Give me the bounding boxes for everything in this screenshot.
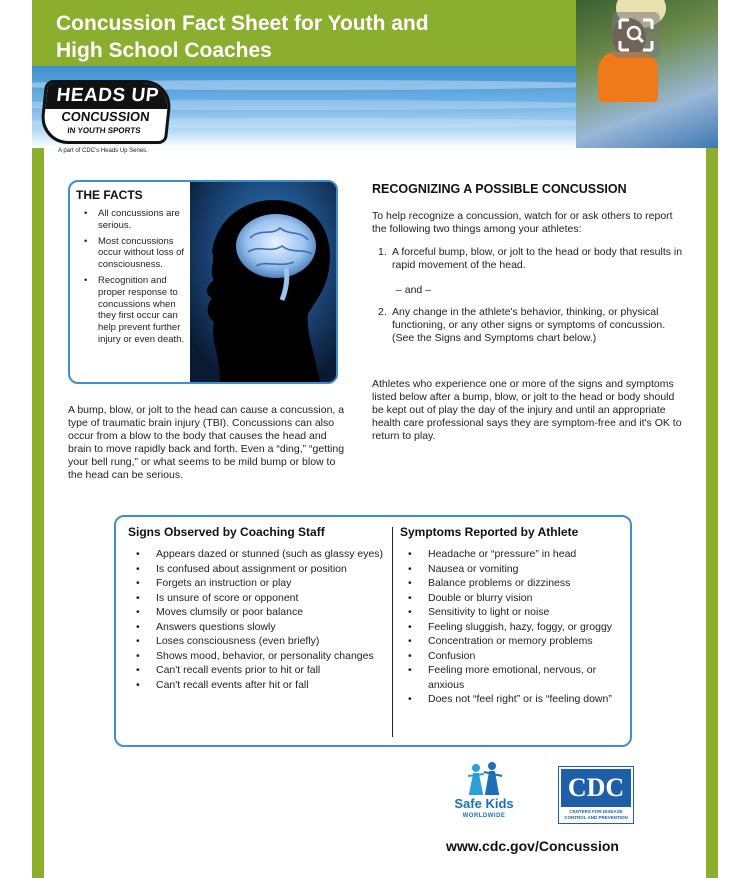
list-item: • Recognition and proper response to concussions when they first occur can help prevent further injury or even death. <box>82 275 190 346</box>
facts-panel <box>70 182 190 382</box>
list-item: • Double or blurry vision <box>400 591 628 606</box>
recognizing-closing: Athletes who experience one or more of the signs and symptoms listed below after a bump, blow, or jolt to the head or body should be kept out of play the day of the injury and until an appropriate health care professional says they are symptom-free and it's OK to return to play. <box>372 378 682 442</box>
safe-kids-logo: Safe Kids WORLDWIDE <box>440 762 528 828</box>
list-item: • Can't recall events after hit or fall <box>128 678 388 693</box>
recognizing-list-2 <box>372 306 688 345</box>
signs-symptoms-chart <box>114 515 632 747</box>
list-item: • Concentration or memory problems <box>400 634 628 649</box>
list-item: • Feeling more emotional, nervous, or anxious <box>400 663 628 692</box>
recognizing-lead: To help recognize a concussion, watch for or ask others to report the following two things among your athletes: <box>372 210 673 235</box>
list-item: • Is unsure of score or opponent <box>128 591 388 606</box>
right-green-border <box>706 148 718 878</box>
column-divider <box>392 527 393 737</box>
page-title: Concussion Fact Sheet for Youth and High School Coaches <box>56 12 429 62</box>
left-green-border <box>32 148 44 878</box>
head-brain-illustration <box>190 182 336 382</box>
and-separator: – and – <box>396 284 432 296</box>
symptoms-list <box>400 547 628 707</box>
title-band <box>32 0 580 66</box>
column-heading: Signs Observed by Coaching Staff <box>128 525 325 539</box>
list-item: • Loses consciousness (even briefly) <box>128 634 388 649</box>
website-url[interactable]: www.cdc.gov/Concussion <box>446 838 619 854</box>
list-item: 2. Any change in the athlete's behavior, thinking, or physical functioning, or any other signs or symptoms of concussion. (See the Signs and Symptoms chart below.) <box>378 306 666 344</box>
signs-column <box>128 525 388 692</box>
symptoms-column <box>400 525 628 707</box>
list-item: • Headache or “pressure” in head <box>400 547 628 562</box>
kids-figures-icon <box>466 762 506 796</box>
list-item: 1. A forceful bump, blow, or jolt to the head or body that results in rapid movement of the head. <box>378 246 683 271</box>
athlete-jersey-shape <box>598 52 658 102</box>
intro-paragraph: A bump, blow, or jolt to the head can cause a concussion, a type of traumatic brain injury (TBI). Concussions can also occur from a blow to the body that causes the head and brain to move rapidly back and forth. Even a “ding,” “getting your bell rung,” or what seems to be mild bump or blow to the head can be serious. <box>68 404 345 481</box>
series-note: A part of CDC's Heads Up Series. <box>58 148 148 154</box>
list-item: • Moves clumsily or poor balance <box>128 605 388 620</box>
list-item: • Is confused about assignment or position <box>128 562 388 577</box>
facts-list <box>76 208 190 346</box>
list-item: • Can't recall events prior to hit or fall <box>128 663 388 678</box>
list-item: • Sensitivity to light or noise <box>400 605 628 620</box>
recognizing-list <box>372 246 688 272</box>
list-item: • Nausea or vomiting <box>400 562 628 577</box>
list-item: • Feeling sluggish, hazy, foggy, or groggy <box>400 620 628 635</box>
list-item: • Balance problems or dizziness <box>400 576 628 591</box>
signs-list <box>128 547 388 692</box>
zoom-button[interactable] <box>612 12 660 58</box>
list-item: • Shows mood, behavior, or personality changes <box>128 649 388 664</box>
search-icon <box>612 12 660 58</box>
list-item: • All concussions are serious. <box>82 208 190 232</box>
heads-up-logo: HEADS UP CONCUSSION IN YOUTH SPORTS <box>39 80 174 144</box>
facts-box <box>68 180 338 384</box>
cdc-logo: CDC CENTERS FOR DISEASE CONTROL AND PREVENTION <box>558 766 634 824</box>
facts-title: THE FACTS <box>76 188 143 202</box>
list-item: • Most concussions occur without loss of consciousness. <box>82 236 190 271</box>
column-heading: Symptoms Reported by Athlete <box>400 525 579 539</box>
list-item: • Answers questions slowly <box>128 620 388 635</box>
list-item: • Forgets an instruction or play <box>128 576 388 591</box>
section-title: RECOGNIZING A POSSIBLE CONCUSSION <box>372 182 627 196</box>
recognizing-section <box>372 182 688 345</box>
list-item: • Confusion <box>400 649 628 664</box>
list-item: • Appears dazed or stunned (such as glassy eyes) <box>128 547 388 562</box>
list-item: • Does not “feel right” or is “feeling down” <box>400 692 628 707</box>
